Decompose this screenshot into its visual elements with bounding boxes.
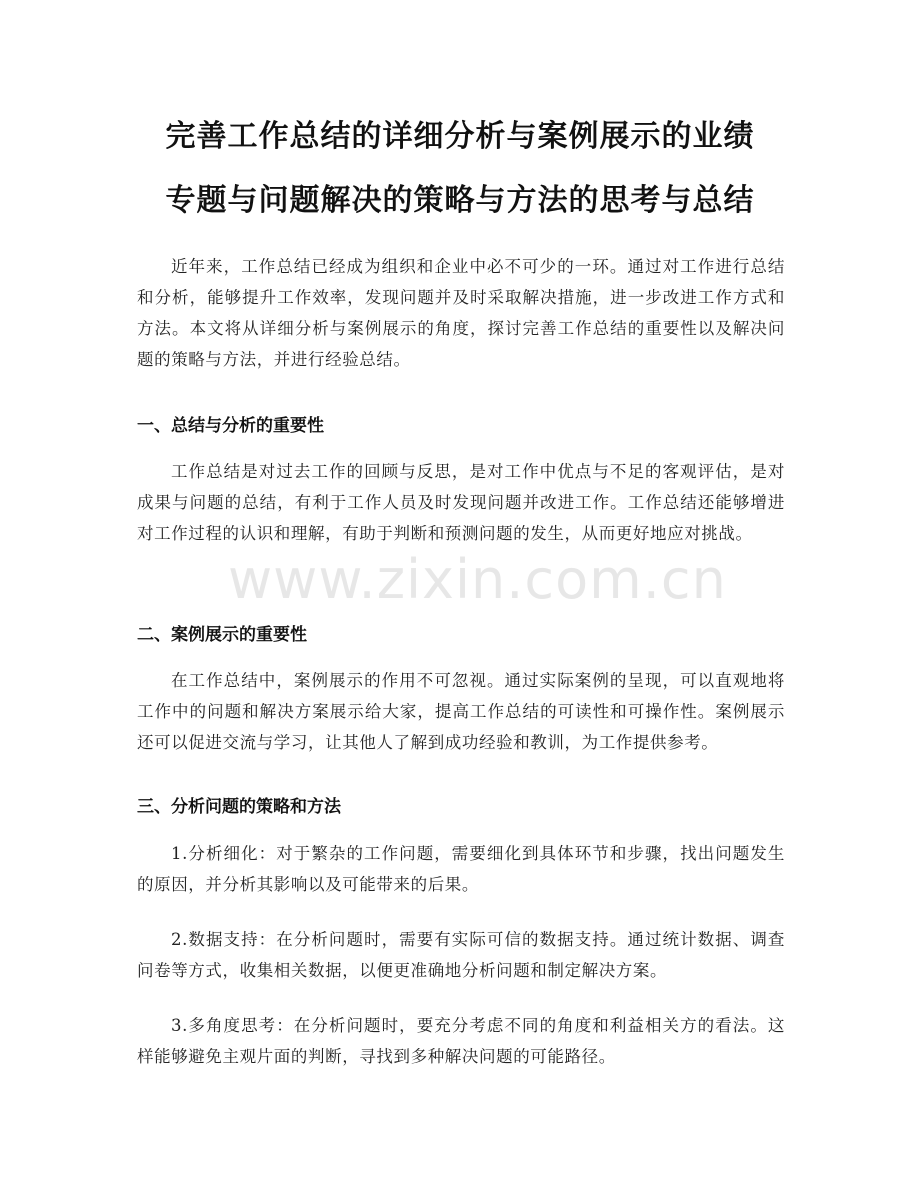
section-2-paragraph: 在工作总结中，案例展示的作用不可忽视。通过实际案例的呈现，可以直观地将工作中的问题和解决方案展示给大家，提高工作总结的可读性和可操作性。案例展示还可以促进交流与学习，让其他人了解到成功经验和教训，为工作提供参考。 [137, 671, 785, 752]
document-title-line-1: 完善工作总结的详细分析与案例展示的业绩 [165, 119, 755, 154]
intro-paragraph: 近年来，工作总结已经成为组织和企业中必不可少的一环。通过对工作进行总结和分析，能够提升工作效率，发现问题并及时采取解决措施，进一步改进工作方式和方法。本文将从详细分析与案例展示的角度，探讨完善工作总结的重要性以及解决问题的策略与方法，并进行经验总结。 [137, 257, 785, 369]
watermark: www.zixin.com.cn [228, 548, 727, 611]
document-title-line-2: 专题与问题解决的策略与方法的思考与总结 [165, 183, 755, 218]
section-1-paragraph: 工作总结是对过去工作的回顾与反思，是对工作中优点与不足的客观评估，是对成果与问题的总结，有利于工作人员及时发现问题并改进工作。工作总结还能够增进对工作过程的认识和理解，有助于判断和预测问题的发生，从而更好地应对挑战。 [137, 462, 785, 543]
section-2-heading: 二、案例展示的重要性 [137, 625, 307, 645]
section-1-heading: 一、总结与分析的重要性 [137, 416, 324, 436]
section-3-item-3: 3.多角度思考：在分析问题时，要充分考虑不同的角度和利益相关方的看法。这样能够避免主观片面的判断，寻找到多种解决问题的可能路径。 [137, 1016, 785, 1066]
section-3-item-1: 1.分析细化：对于繁杂的工作问题，需要细化到具体环节和步骤，找出问题发生的原因，并分析其影响以及可能带来的后果。 [137, 844, 785, 894]
section-3-item-2: 2.数据支持：在分析问题时，需要有实际可信的数据支持。通过统计数据、调查问卷等方式，收集相关数据，以便更准确地分析问题和制定解决方案。 [137, 930, 785, 980]
section-3-heading: 三、分析问题的策略和方法 [137, 797, 341, 817]
